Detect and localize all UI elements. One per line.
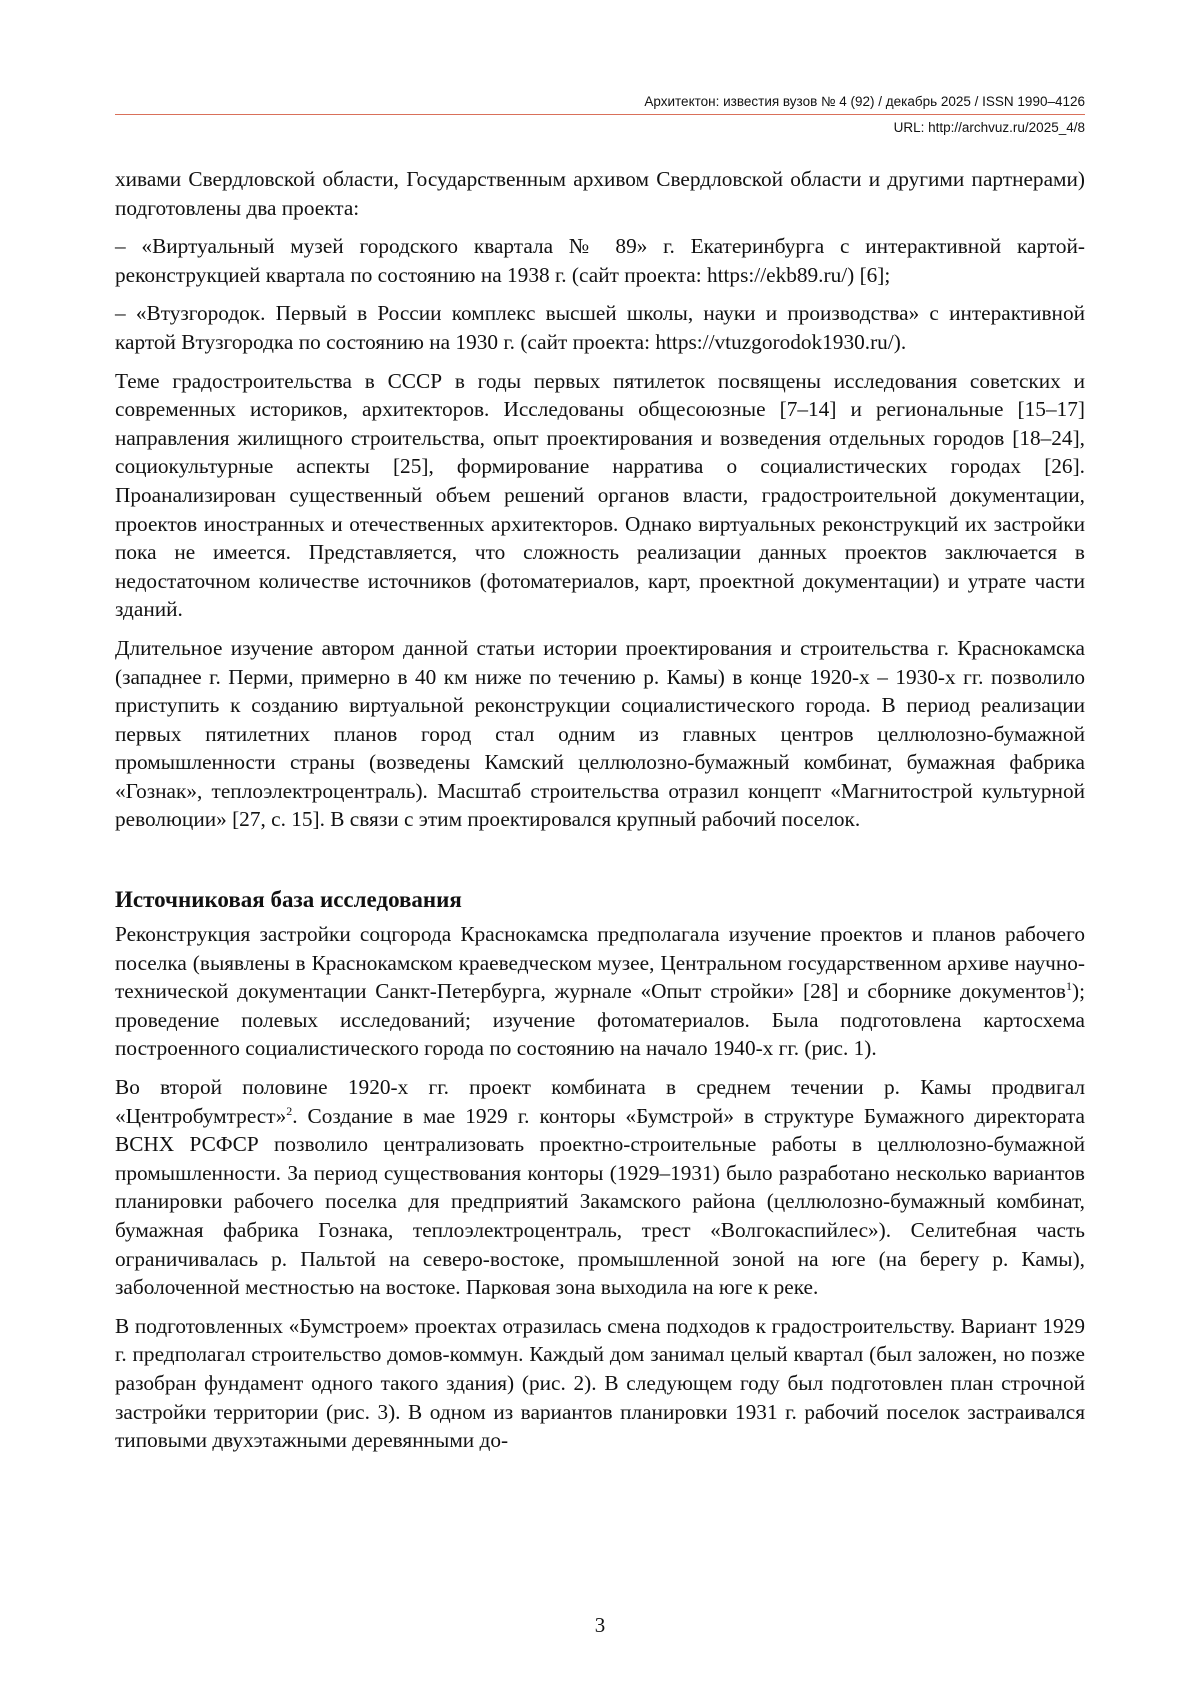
footnote-marker[interactable]: 2 xyxy=(286,1103,293,1118)
paragraph: Теме градостроительства в СССР в годы первых пятилеток посвящены исследования советских и современных историков, архитекторов. Исследованы общесоюзные [7–14] и региональные [15–17] направления жилищного строительства, опыт проектирования и возведения отдельных городов [18–24], социокультурные аспекты [25], формирование нарратива о социалистических городах [26]. Проанализирован существенный объем решений органов власти, градостроительной документации, проектов иностранных и отечественных архитекторов. Однако виртуальных реконструкций их застройки пока не имеется. Представляется, что сложность реализации данных проектов заключается в недостаточном количестве источников (фотоматериалов, карт, проектной документации) и утрате части зданий. xyxy=(115,368,1085,622)
journal-citation: Архитектон: известия вузов № 4 (92) / декабрь 2025 / ISSN 1990–4126 xyxy=(115,94,1085,115)
list-item: – «Виртуальный музей городского квартала № 89» г. Екатеринбурга с интерактивной картой-реконструкцией квартала по состоянию на 1938 г. (сайт проекта: https://ekb89.ru/) [6]; xyxy=(115,234,1085,287)
running-header xyxy=(115,94,1085,135)
section-heading: Источниковая база исследования xyxy=(115,887,462,913)
paragraph: хивами Свердловской области, Государственным архивом Свердловской области и другими партнерами) подготовлены два проекта: xyxy=(115,167,1085,220)
paragraph xyxy=(115,920,1085,1063)
text-run: Во второй половине 1920-х гг. проект комбината в среднем течении р. Камы продвигал «Центробумтрест» xyxy=(115,1075,1085,1128)
footnote-marker[interactable]: 1 xyxy=(1065,979,1072,994)
paragraph xyxy=(115,1073,1085,1302)
text-run: ); проведение полевых исследований; изучение фотоматериалов. Была подготовлена картосхема построенного социалистического города по состоянию на начало 1940-х гг. (рис. 1). xyxy=(115,979,1085,1061)
text-run: Реконструкция застройки соцгорода Краснокамска предполагала изучение проектов и планов рабочего поселка (выявлены в Краснокамском краеведческом музее, Центральном государственном архиве научно-технической документации Санкт-Петербурга, журнале «Опыт стройки» [28] и сборнике документов xyxy=(115,922,1085,1004)
article-url: URL: http://archvuz.ru/2025_4/8 xyxy=(893,120,1085,135)
paragraph: Длительное изучение автором данной статьи истории проектирования и строительства г. Краснокамска (западнее г. Перми, примерно в 40 км ниже по течению р. Камы) в конце 1920-х – 1930-х гг. позволило приступить к созданию виртуальной реконструкции социалистического города. В период реализации первых пятилетних планов город стал одним из главных центров целлюлозно-бумажной промышленности страны (возведены Камский целлюлозно-бумажный комбинат, бумажная фабрика «Гознак», теплоэлектроцентраль). Масштаб строительства отразил концепт «Магнитострой культурной революции» [27, с. 15]. В связи с этим проектировался крупный рабочий поселок. xyxy=(115,635,1085,832)
page-number: 3 xyxy=(594,1613,606,1637)
article-body xyxy=(115,165,1085,1465)
list-item: – «Втузгородок. Первый в России комплекс высшей школы, науки и производства» с интерактивной картой Втузгородка по состоянию на 1930 г. (сайт проекта: https://vtuzgorodok1930.ru/). xyxy=(115,301,1085,354)
paragraph: В подготовленных «Бумстроем» проектах отразилась смена подходов к градостроительству. Вариант 1929 г. предполагал строительство домов-коммун. Каждый дом занимал целый квартал (был заложен, но позже разобран фундамент одного такого здания) (рис. 2). В следующем году был подготовлен план строчной застройки территории (рис. 3). В одном из вариантов планировки 1931 г. рабочий поселок застраивался типовыми двухэтажными деревянными до- xyxy=(115,1313,1085,1453)
text-run: . Создание в мае 1929 г. конторы «Бумстрой» в структуре Бумажного директората ВСНХ РСФСР позволило централизовать проектно-строительные работы в целлюлозно-бумажной промышленности. За период существования конторы (1929–1931) было разработано несколько вариантов планировки рабочего поселка для предприятий Закамского района (целлюлозно-бумажный комбинат, бумажная фабрика Гознака, теплоэлектроцентраль, трест «Волгокаспийлес»). Селитебная часть ограничивалась р. Пальтой на северо-востоке, промышленной зоной на юге (на берегу р. Камы), заболоченной местностью на востоке. Парковая зона выходила на юге к реке. xyxy=(115,1103,1085,1300)
